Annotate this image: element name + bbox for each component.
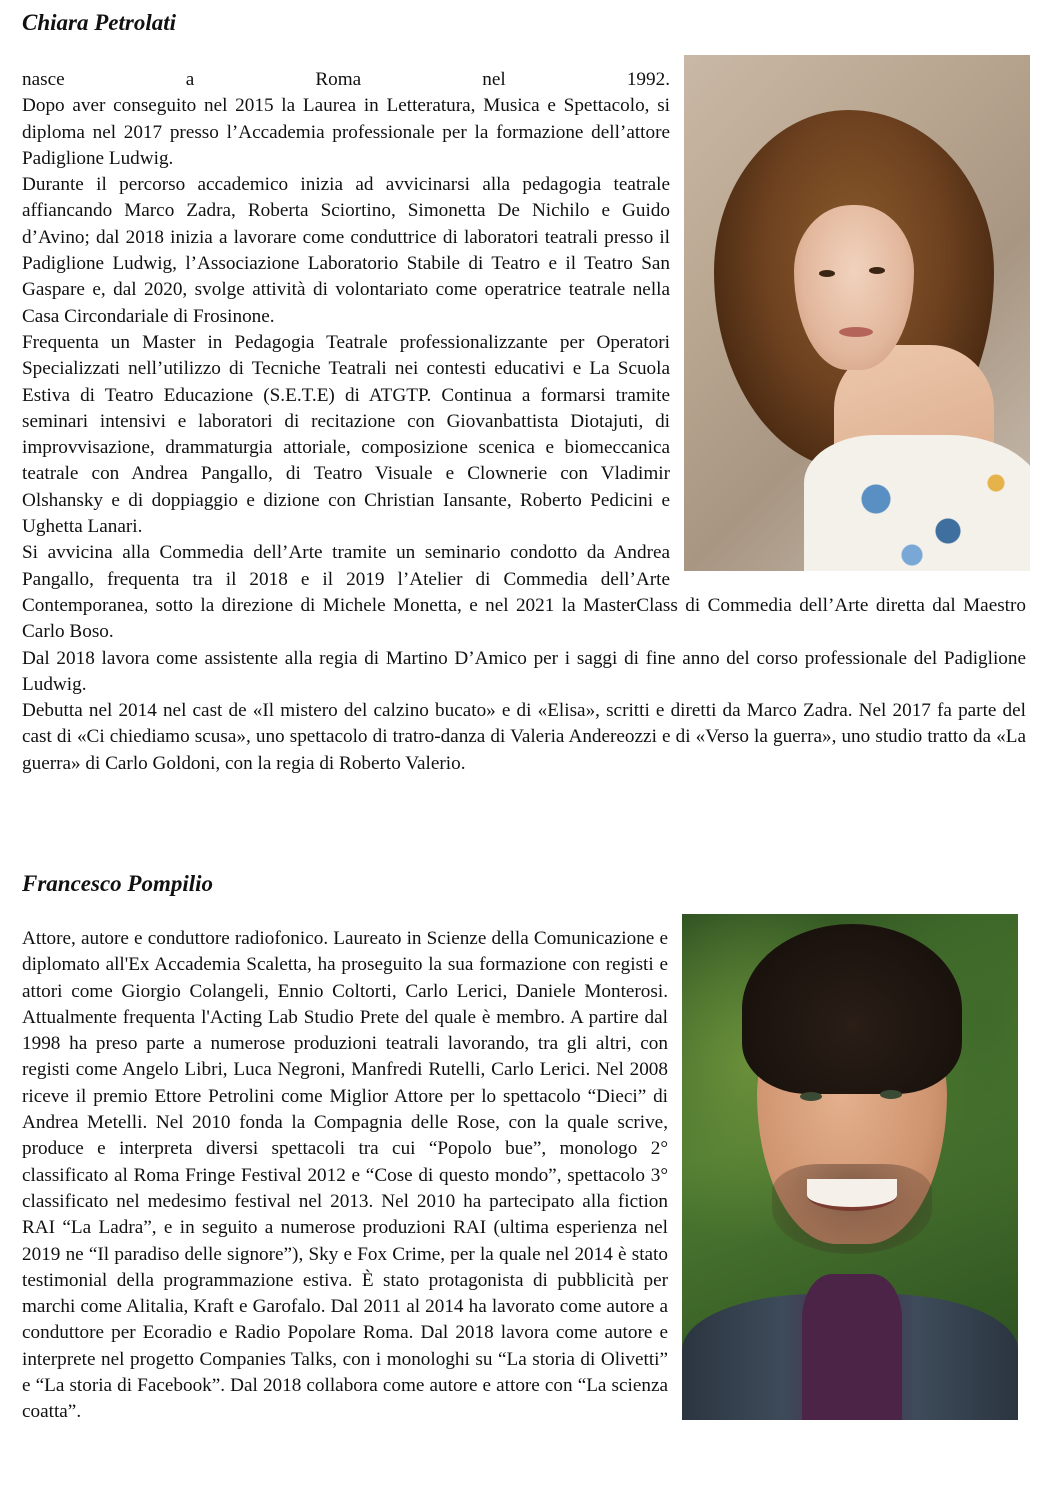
bio-1-paragraph: Dopo aver conseguito nel 2015 la Laurea in Letteratura, Musica e Spettacolo, si diploma nel 2017 presso l’Accademia professionale per la formazione dell’attore Padiglione Ludwig. [22, 95, 670, 169]
bio-1-paragraph: Frequenta un Master in Pedagogia Teatrale professionalizzante per Operatori Specializzati nell’utilizzo di Tecniche Teatrali nei contesti educativi e La Scuola Estiva di Teatro Educazione (S.E.T.E) di ATGTP. Continua a formarsi tramite seminari intensivi e laboratori di recitazione con Giovanbattista Diotajuti, di improvvisazione, drammaturgia attoriale, composizione scenica e biomeccanica teatrale con Andrea Pangallo, di Teatro Visuale e Clownerie con Vladimir Olshansky e di doppiaggio e dizione con Christian Iansante, Roberto Pedicini e Ughetta Lanari. [22, 331, 670, 538]
bio-1-paragraph: Debutta nel 2014 nel cast de «Il mistero del calzino bucato» e di «Elisa», scritti e diretti da Marco Zadra. Nel 2017 fa parte del cast di «Ci chiediamo scusa», uno spettacolo di tratro-danza di Valeria Andereozzi e di «Verso la guerra», uno studio tratto da «La guerra» di Carlo Goldoni, con la regia di Roberto Valerio. [22, 700, 1026, 774]
bio-2-paragraph: Attore, autore e conduttore radiofonico. Laureato in Scienze della Comunicazione e diplomato all'Ex Accademia Scaletta, ha proseguito la sua formazione con registi e attori come Giorgio Colangeli, Ennio Coltorti, Carlo Lerici, Daniele Monterosi. Attualmente frequenta l'Acting Lab Studio Prete del quale è membro. A partire dal 1998 ha preso parte a numerose produzioni teatrali lavorando, tra gli altri, con registi come Angelo Libri, Luca Negroni, Manfredi Rutelli, Carlo Lerici. Nel 2008 riceve il premio Ettore Petrolini come Miglior Attore per lo spettacolo “Dieci” di Andrea Metelli. Nel 2010 fonda la Compagnia delle Rose, con la quale scrive, produce e interpreta diversi spettacoli tra cui “Popolo bue”, monologo 2° classificato al Roma Fringe Festival 2012 e “Cose di questo mondo”, spettacolo 3° classificato nel medesimo festival nel 2013. Nel 2010 ha partecipato alla fiction RAI “La Ladra”, e in seguito a numerose produzioni RAI (ultima esperienza nel 2019 ne “Il paradiso delle signore”), Sky e Fox Crime, per la quale nel 2014 è stato testimonial della programmazione estiva. È stato protagonista di pubblicità per marchi come Alitalia, Kraft e Garofalo. Dal 2011 al 2014 ha lavorato come autore a conduttore per Ecoradio e Radio Popolare Roma. Dal 2018 lavora come autore e interprete nel progetto Companies Talks, con i monologhi su “La storia di Olivetti” e “La storia di Facebook”. Dal 2018 collabora come autore e attore con “La scienza coatta”. [22, 928, 668, 1423]
bio-1-paragraph: Si avvicina alla Commedia dell’Arte tramite un seminario condotto da Andrea Pangallo, frequenta tra il 2018 e il 2019 l’Atelier di Commedia dell’Arte Contemporanea, sotto la direzione di Michele Monetta, e nel 2021 la MasterClass di Commedia dell’Arte diretta dal Maestro Carlo Boso. [22, 542, 1026, 643]
person-name-1: Chiara Petrolati [22, 10, 176, 35]
bio-1-paragraph: Durante il percorso accademico inizia ad avvicinarsi alla pedagogia teatrale affiancando Marco Zadra, Roberta Sciortino, Simonetta De Nichilo e Guido d’Avino; dal 2018 inizia a lavorare come conduttrice di laboratori teatrali presso il Padiglione Ludwig, l’Associazione Laboratorio Stabile di Teatro e il Teatro San Gaspare e, dal 2020, svolge attività di volontariato come operatrice teatrale nella Casa Circondariale di Frosinone. [22, 174, 670, 327]
bio-2 [22, 926, 1026, 1426]
portrait-photo-francesco [682, 914, 1018, 1420]
bio-1-paragraph: nasce a Roma nel 1992. [22, 69, 670, 90]
bio-1-paragraph: Dal 2018 lavora come assistente alla regia di Martino D’Amico per i saggi di fine anno del corso professionale del Padiglione Ludwig. [22, 647, 1026, 695]
bio-1 [22, 67, 1026, 777]
person-name-2: Francesco Pompilio [22, 871, 214, 896]
portrait-photo-chiara [684, 55, 1030, 571]
